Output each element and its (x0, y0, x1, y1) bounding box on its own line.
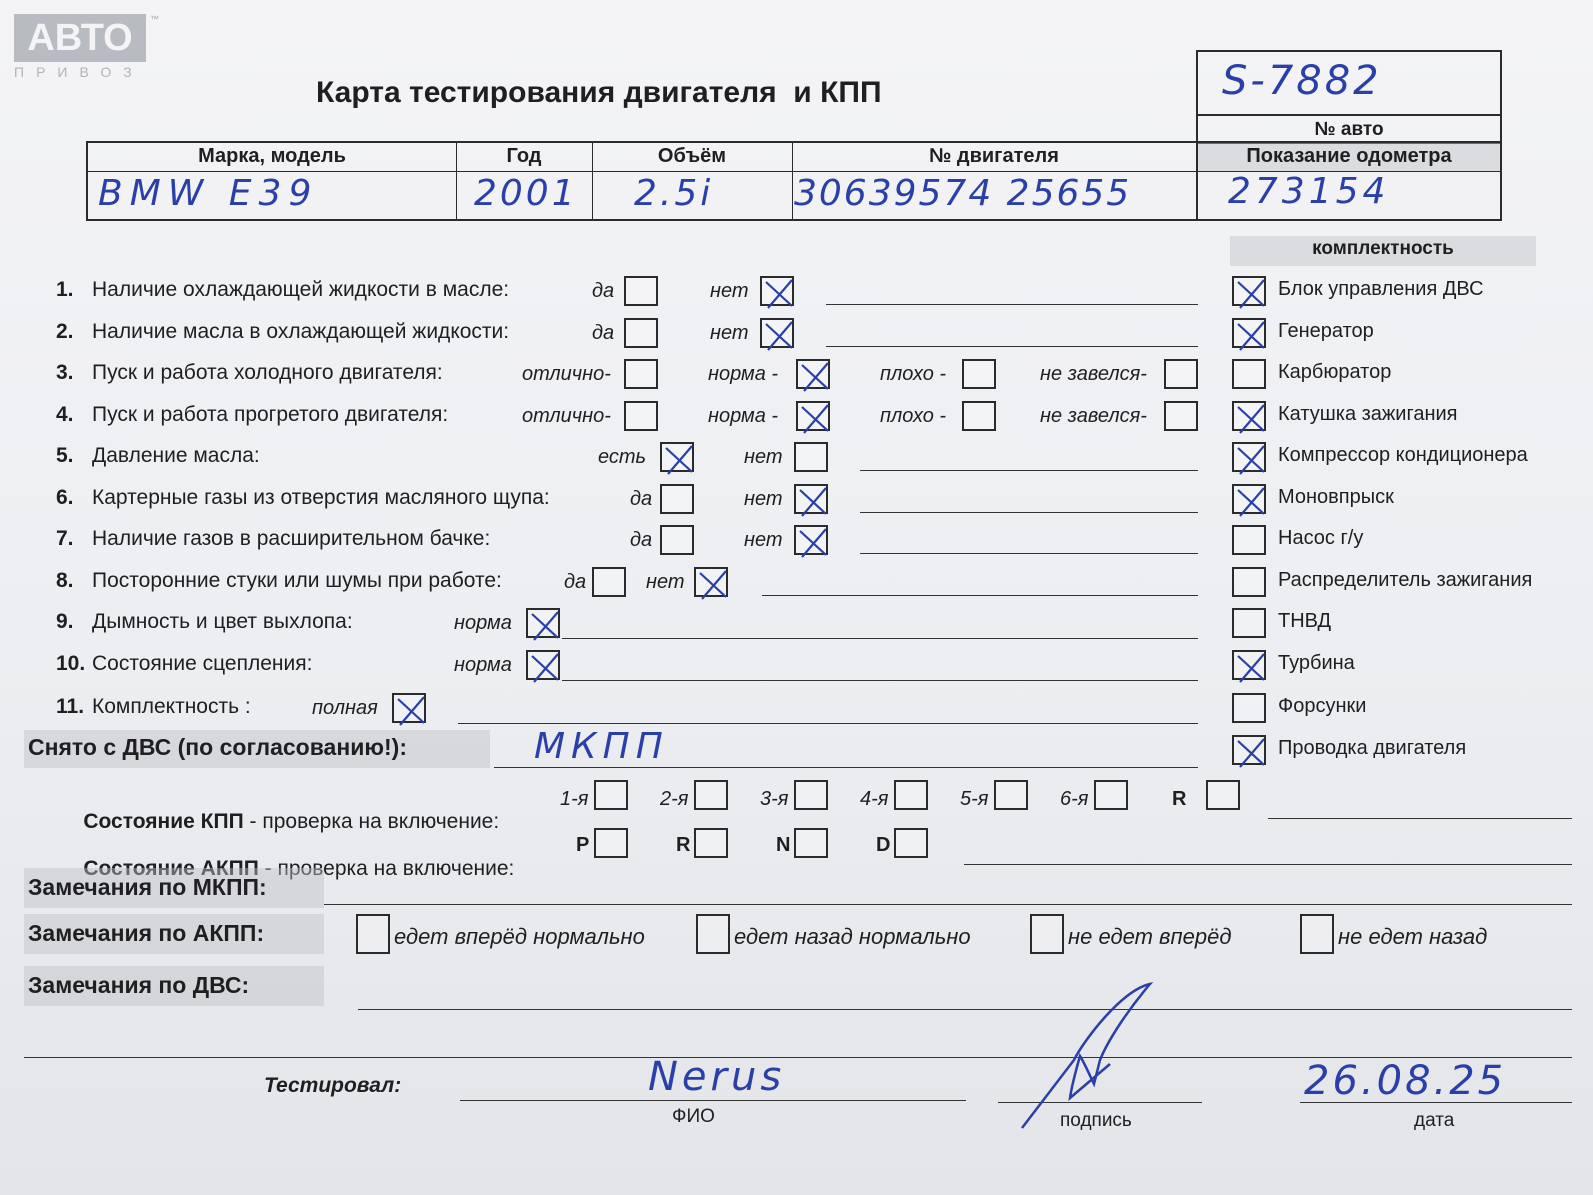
remarks-dvs-label: Замечания по ДВС: (28, 972, 250, 998)
removed-value: МКПП (534, 726, 669, 767)
answer-line (826, 304, 1198, 305)
page-title: Карта тестирования двигателя и КПП (316, 76, 882, 109)
question-3-option-4: не завелся- (1040, 363, 1147, 385)
question-8-option-yes: да (564, 570, 587, 593)
question-8-checkbox-no[interactable] (694, 567, 728, 597)
kpp-gear-label-1: 2-я (660, 788, 689, 810)
answer-line (826, 346, 1198, 347)
question-10-option: норма (454, 653, 512, 676)
kit-label-0: Блок управления ДВС (1278, 278, 1484, 300)
akpp-gear-label-2: N (776, 834, 791, 856)
kpp-gear-label-3: 4-я (860, 788, 889, 810)
question-11-checkbox[interactable] (392, 693, 426, 723)
question-number-7: 7. (56, 527, 74, 550)
question-4-option-1: отлично- (522, 404, 611, 427)
question-7-checkbox-yes[interactable] (660, 525, 694, 555)
col-odometer: Показание одометра (1246, 145, 1452, 167)
kit-checkbox-8[interactable] (1232, 608, 1266, 638)
question-3-option-3: плохо - (880, 363, 947, 385)
akpp-gear-label-1: R (676, 834, 691, 856)
question-6-option-yes: да (630, 487, 653, 510)
make-model-value: BMW E39 (98, 173, 319, 214)
akpp-remark-checkbox-2[interactable] (1030, 914, 1064, 954)
akpp-label-rest: - проверка на включение: (258, 857, 515, 880)
kit-checkbox-10[interactable] (1232, 693, 1266, 723)
kpp-gear-label-5: 6-я (1060, 788, 1089, 810)
vehicle-header-table (86, 141, 1502, 221)
answer-line (860, 470, 1198, 471)
kit-checkbox-6[interactable] (1232, 525, 1266, 555)
kit-label-1: Генератор (1278, 319, 1374, 342)
logo-trademark: ™ (150, 14, 159, 24)
date-value: 26.08.25 (1304, 1058, 1507, 1104)
question-4-option-3: плохо - (880, 404, 947, 427)
logo-text: АВТО (14, 14, 146, 62)
question-3-checkbox-2[interactable] (796, 359, 830, 389)
col-volume: Объём (657, 145, 727, 167)
question-3-option-1: отлично- (522, 363, 611, 385)
akpp-label-bold: Состояние АКПП (83, 857, 259, 880)
question-6-checkbox-yes[interactable] (660, 484, 694, 514)
kpp-label-rest: - проверка на включение: (243, 810, 500, 833)
kpp-gear-label-6: R (1172, 788, 1187, 810)
year-value: 2001 (474, 173, 578, 214)
col-make-model: Марка, модель (198, 145, 346, 167)
question-6-option-no: нет (744, 487, 783, 510)
kpp-gear-label-2: 3-я (760, 788, 789, 810)
kit-label-11: Проводка двигателя (1278, 736, 1467, 759)
car-number-box (1196, 50, 1502, 144)
question-7-checkbox-no[interactable] (794, 525, 828, 555)
question-4-checkbox-2[interactable] (796, 401, 830, 431)
date-caption: дата (1414, 1110, 1455, 1131)
question-3-checkbox-1[interactable] (624, 359, 658, 389)
question-11-option: полная (312, 697, 378, 719)
question-number-2: 2. (56, 319, 74, 343)
question-text-6: Картерные газы из отверстия масляного щупа: (92, 485, 550, 509)
question-number-9: 9. (56, 610, 74, 633)
question-8-checkbox-yes[interactable] (592, 567, 626, 597)
question-1-checkbox-no[interactable] (760, 276, 794, 306)
akpp-remark-option-0: едет вперёд нормально (394, 924, 645, 949)
kit-checkbox-1[interactable] (1232, 318, 1266, 348)
signature-drawing (1010, 980, 1160, 1130)
question-5-option-yes: есть (598, 446, 647, 468)
kpp-gear-checkbox-3[interactable] (894, 780, 928, 810)
question-6-checkbox-no[interactable] (794, 484, 828, 514)
question-1-option-yes: да (592, 280, 615, 302)
question-text-8: Посторонние стуки или шумы при работе: (92, 568, 502, 592)
question-number-8: 8. (56, 568, 74, 592)
kit-label-7: Распределитель зажигания (1278, 568, 1533, 591)
akpp-remark-option-3: не едет назад (1338, 924, 1488, 949)
question-number-5: 5. (56, 444, 74, 467)
logo-subtext: ПРИВОЗ (14, 64, 144, 80)
kpp-gear-checkbox-1[interactable] (694, 780, 728, 810)
kit-checkbox-3[interactable] (1232, 401, 1266, 431)
question-text-9: Дымность и цвет выхлопа: (92, 610, 353, 633)
question-2-checkbox-yes[interactable] (624, 318, 658, 348)
question-4-checkbox-4[interactable] (1164, 401, 1198, 431)
akpp-remark-checkbox-3[interactable] (1300, 914, 1334, 954)
question-text-3: Пуск и работа холодного двигателя: (92, 361, 443, 384)
question-10-checkbox[interactable] (526, 650, 560, 680)
kit-label-9: Турбина (1278, 651, 1355, 674)
kpp-gear-checkbox-4[interactable] (994, 780, 1028, 810)
question-1-checkbox-yes[interactable] (624, 276, 658, 306)
akpp-gear-checkbox-0[interactable] (594, 828, 628, 858)
question-9-checkbox[interactable] (526, 608, 560, 638)
question-text-5: Давление масла: (92, 444, 260, 467)
akpp-gear-label-0: P (576, 834, 590, 856)
question-9-option: норма (454, 612, 512, 634)
kit-label-5: Моновпрыск (1278, 485, 1394, 508)
kpp-gear-checkbox-6[interactable] (1206, 780, 1240, 810)
akpp-gear-checkbox-2[interactable] (794, 828, 828, 858)
akpp-gear-checkbox-1[interactable] (694, 828, 728, 858)
question-7-option-no: нет (744, 529, 783, 551)
kit-title: комплектность (1312, 238, 1454, 259)
fio-caption: ФИО (672, 1106, 715, 1127)
question-4-option-2: норма - (708, 404, 779, 427)
kpp-gear-checkbox-0[interactable] (594, 780, 628, 810)
question-number-11: 11. (56, 695, 85, 718)
question-text-7: Наличие газов в расширительном бачке: (92, 527, 491, 550)
col-engine-no: № двигателя (929, 145, 1059, 167)
volume-value: 2.5i (634, 173, 714, 214)
question-4-checkbox-3[interactable] (962, 401, 996, 431)
akpp-remark-option-2: не едет вперёд (1068, 924, 1232, 949)
question-number-6: 6. (56, 485, 74, 509)
kit-label-6: Насос г/у (1278, 527, 1364, 549)
question-2-option-no: нет (710, 321, 749, 344)
question-text-10: Состояние сцепления: (92, 651, 313, 675)
question-3-checkbox-3[interactable] (962, 359, 996, 389)
kit-checkbox-5[interactable] (1232, 484, 1266, 514)
question-5-checkbox-yes[interactable] (660, 442, 694, 472)
tested-by-label: Тестировал: (264, 1074, 402, 1097)
answer-line (860, 553, 1198, 554)
remarks-mkpp-label: Замечания по МКПП: (28, 874, 267, 900)
signature-caption: подпись (1060, 1110, 1132, 1131)
answer-line (562, 638, 1198, 639)
kpp-label-bold: Состояние КПП (83, 810, 244, 833)
kpp-gear-label-0: 1-я (560, 788, 589, 810)
akpp-gear-label-3: D (876, 834, 891, 856)
answer-line (562, 680, 1198, 681)
question-number-10: 10. (56, 651, 86, 675)
car-number-label: № авто (1314, 119, 1384, 140)
kpp-gear-checkbox-5[interactable] (1094, 780, 1128, 810)
kit-checkbox-11[interactable] (1232, 735, 1266, 765)
question-1-option-no: нет (710, 280, 749, 302)
question-number-3: 3. (56, 361, 74, 384)
kit-checkbox-9[interactable] (1232, 650, 1266, 680)
answer-line (458, 723, 1198, 724)
akpp-remark-checkbox-1[interactable] (696, 914, 730, 954)
kit-checkbox-4[interactable] (1232, 442, 1266, 472)
kit-label-2: Карбюратор (1278, 361, 1392, 383)
akpp-remark-option-1: едет назад нормально (734, 924, 971, 949)
col-year: Год (506, 145, 542, 167)
akpp-gear-checkbox-3[interactable] (894, 828, 928, 858)
tester-name: Nerus (648, 1054, 786, 1100)
question-number-4: 4. (56, 402, 74, 426)
engine-number-value: 30639574 25655 (794, 173, 1132, 214)
removed-label: Снято с ДВС (по согласованию!): (28, 734, 407, 760)
question-7-option-yes: да (630, 529, 653, 551)
question-2-option-yes: да (592, 321, 615, 344)
akpp-remark-checkbox-0[interactable] (356, 914, 390, 954)
question-4-option-4: не завелся- (1040, 404, 1147, 427)
question-5-checkbox-no[interactable] (794, 442, 828, 472)
question-3-checkbox-4[interactable] (1164, 359, 1198, 389)
kpp-gear-label-4: 5-я (960, 788, 989, 810)
kit-label-10: Форсунки (1278, 695, 1367, 717)
question-text-11: Комплектность : (92, 695, 251, 718)
question-number-1: 1. (56, 278, 74, 301)
car-number-label-row (1198, 114, 1500, 144)
remarks-akpp-label: Замечания по АКПП: (28, 920, 265, 946)
car-number-value: S-7882 (1222, 58, 1382, 104)
kit-label-4: Компрессор кондиционера (1278, 444, 1528, 466)
question-text-2: Наличие масла в охлаждающей жидкости: (92, 319, 510, 343)
logo (14, 14, 159, 84)
question-5-option-no: нет (744, 446, 783, 468)
question-text-4: Пуск и работа прогретого двигателя: (92, 402, 449, 426)
odometer-value: 273154 (1228, 171, 1390, 212)
question-8-option-no: нет (646, 570, 685, 593)
question-3-option-2: норма - (708, 363, 779, 385)
kit-checkbox-0[interactable] (1232, 276, 1266, 306)
answer-line (762, 595, 1198, 596)
kit-checkbox-7[interactable] (1232, 567, 1266, 597)
question-4-checkbox-1[interactable] (624, 401, 658, 431)
kit-label-8: ТНВД (1278, 610, 1332, 632)
question-text-1: Наличие охлаждающей жидкости в масле: (92, 278, 510, 301)
kpp-gear-checkbox-2[interactable] (794, 780, 828, 810)
kit-checkbox-2[interactable] (1232, 359, 1266, 389)
question-2-checkbox-no[interactable] (760, 318, 794, 348)
kit-label-3: Катушка зажигания (1278, 402, 1458, 425)
answer-line (860, 512, 1198, 513)
